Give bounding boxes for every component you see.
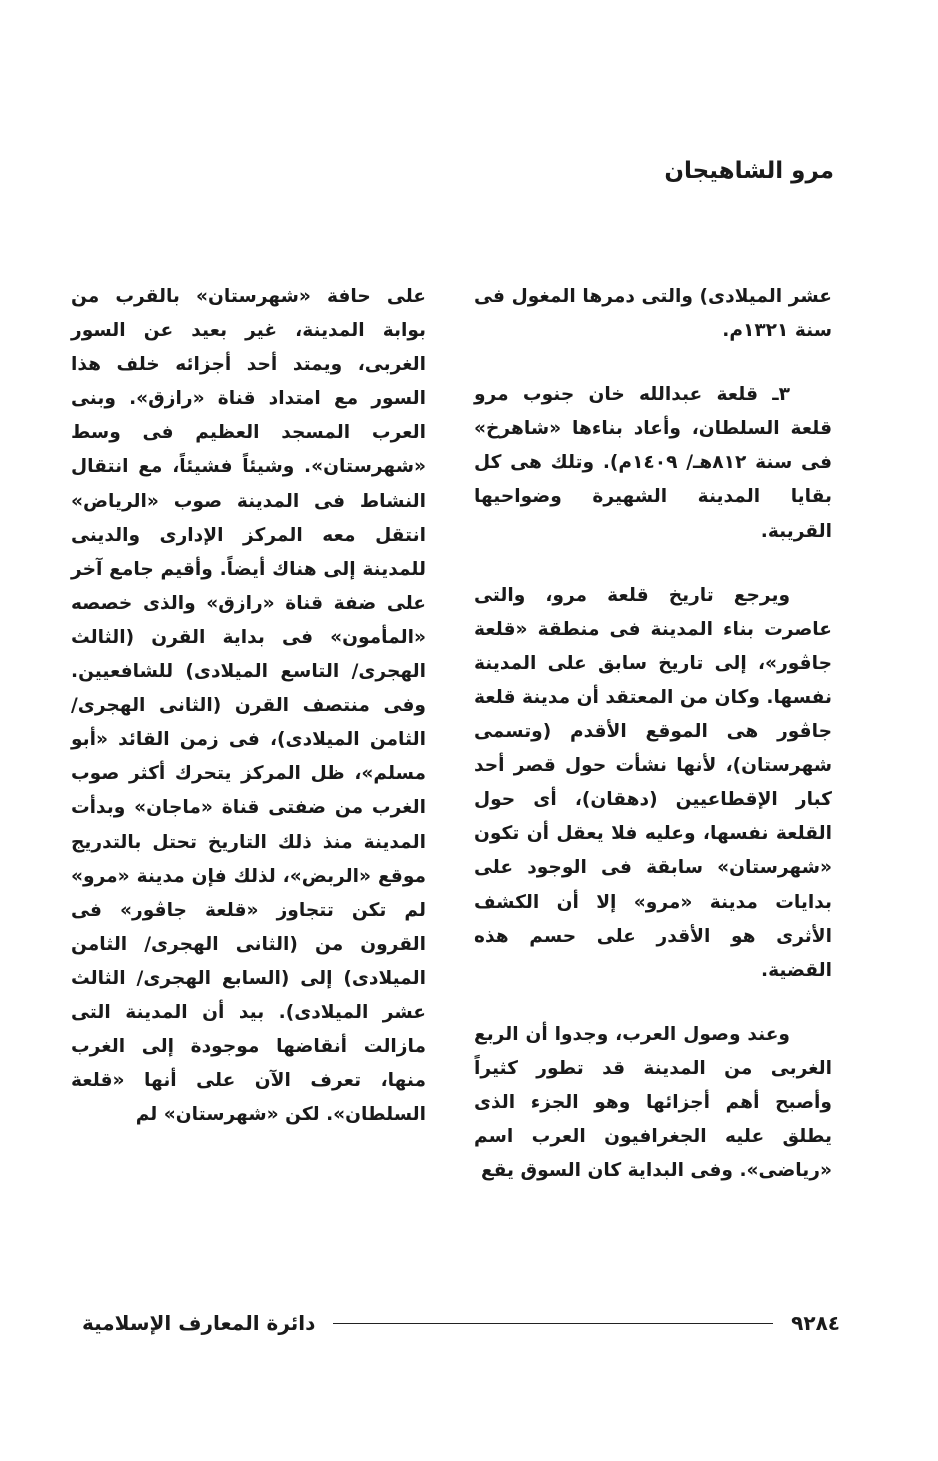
paragraph: عشر الميلادى) والتى دمرها المغول فى سنة ١٣٢١م. — [474, 286, 832, 342]
right-column — [474, 280, 832, 1188]
publication-title: دائرة المعارف الإسلامية — [82, 1311, 316, 1335]
left-column — [71, 280, 426, 1132]
page-number: ٩٢٨٤ — [791, 1311, 840, 1335]
paragraph: وعند وصول العرب، وجدوا أن الربع الغربى من المدينة قد تطور كثيراً وأصبح أهم أجزائها وهو الجزء الذى يطلق عليه الجغرافيون العرب اسم «رياضى». وفى البداية كان السوق يقع — [474, 1023, 832, 1182]
paragraph: ويرجع تاريخ قلعة مرو، والتى عاصرت بناء المدينة فى منطقة «قلعة جاڤور»، إلى تاريخ سابق على المدينة نفسها. وكان من المعتقد أن مدينة قلعة جاڤور هى الموقع الأقدم (وتسمى شهرستان)، لأنها نشأت حول قصر أحد كبار الإقطاعيين (دهقان)، أى حول القلعة نفسها، وعليه فلا يعقل أن تكون «شهرستان» سابقة فى الوجود على بدايات مدينة «مرو» إلا أن الكشف الأثرى هو الأقدر على حسم هذه القضية. — [474, 584, 832, 981]
paragraph: ٣ـ قلعة عبدالله خان جنوب مرو قلعة السلطان، وأعاد بناءها «شاهرخ» فى سنة ٨١٢هـ/ ١٤٠٩م). وتلك هى كل بقايا المدينة الشهيرة وضواحيها القريبة. — [474, 384, 833, 542]
footer-rule — [333, 1323, 773, 1324]
running-title: مرو الشاهيجان — [664, 158, 834, 184]
paragraph: على حافة «شهرستان» بالقرب من بوابة المدينة، غير بعيد عن السور الغربى، ويمتد أحد أجزائه خلف هذا السور مع امتداد قناة «رازق». وبنى العرب المسجد العظيم فى وسط «شهرستان». وشيئاً فشيئاً، مع انتقال النشاط فى المدينة صوب «الرياض» انتقل معه المركز الإدارى والدينى للمدينة إلى هناك أيضاً. وأقيم جامع آخر على ضفة قناة «رازق» والذى خصصه «المأمون» فى بداية القرن (الثالث الهجرى/ التاسع الميلادى) للشافعيين. وفى منتصف القرن (الثانى الهجرى/ الثامن الميلادى)، فى زمن القائد «أبو مسلم»، ظل المركز يتحرك أكثر صوب الغرب من ضفتى قناة «ماجان» وبدأت المدينة منذ ذلك التاريخ تحتل بالتدريج موقع «الربض»، لذلك فإن مدينة «مرو» لم تكن تتجاوز «قلعة جاڤور» فى القرون من (الثانى الهجرى/ الثامن الميلادى) إلى (السابع الهجرى/ الثالث عشر الميلادى). بيد أن المدينة التى مازالت أنقاضها موجودة إلى الغرب منها، تعرف الآن على أنها «قلعة السلطان». لكن «شهرستان» لم — [71, 286, 426, 1126]
page-footer — [82, 1308, 840, 1338]
